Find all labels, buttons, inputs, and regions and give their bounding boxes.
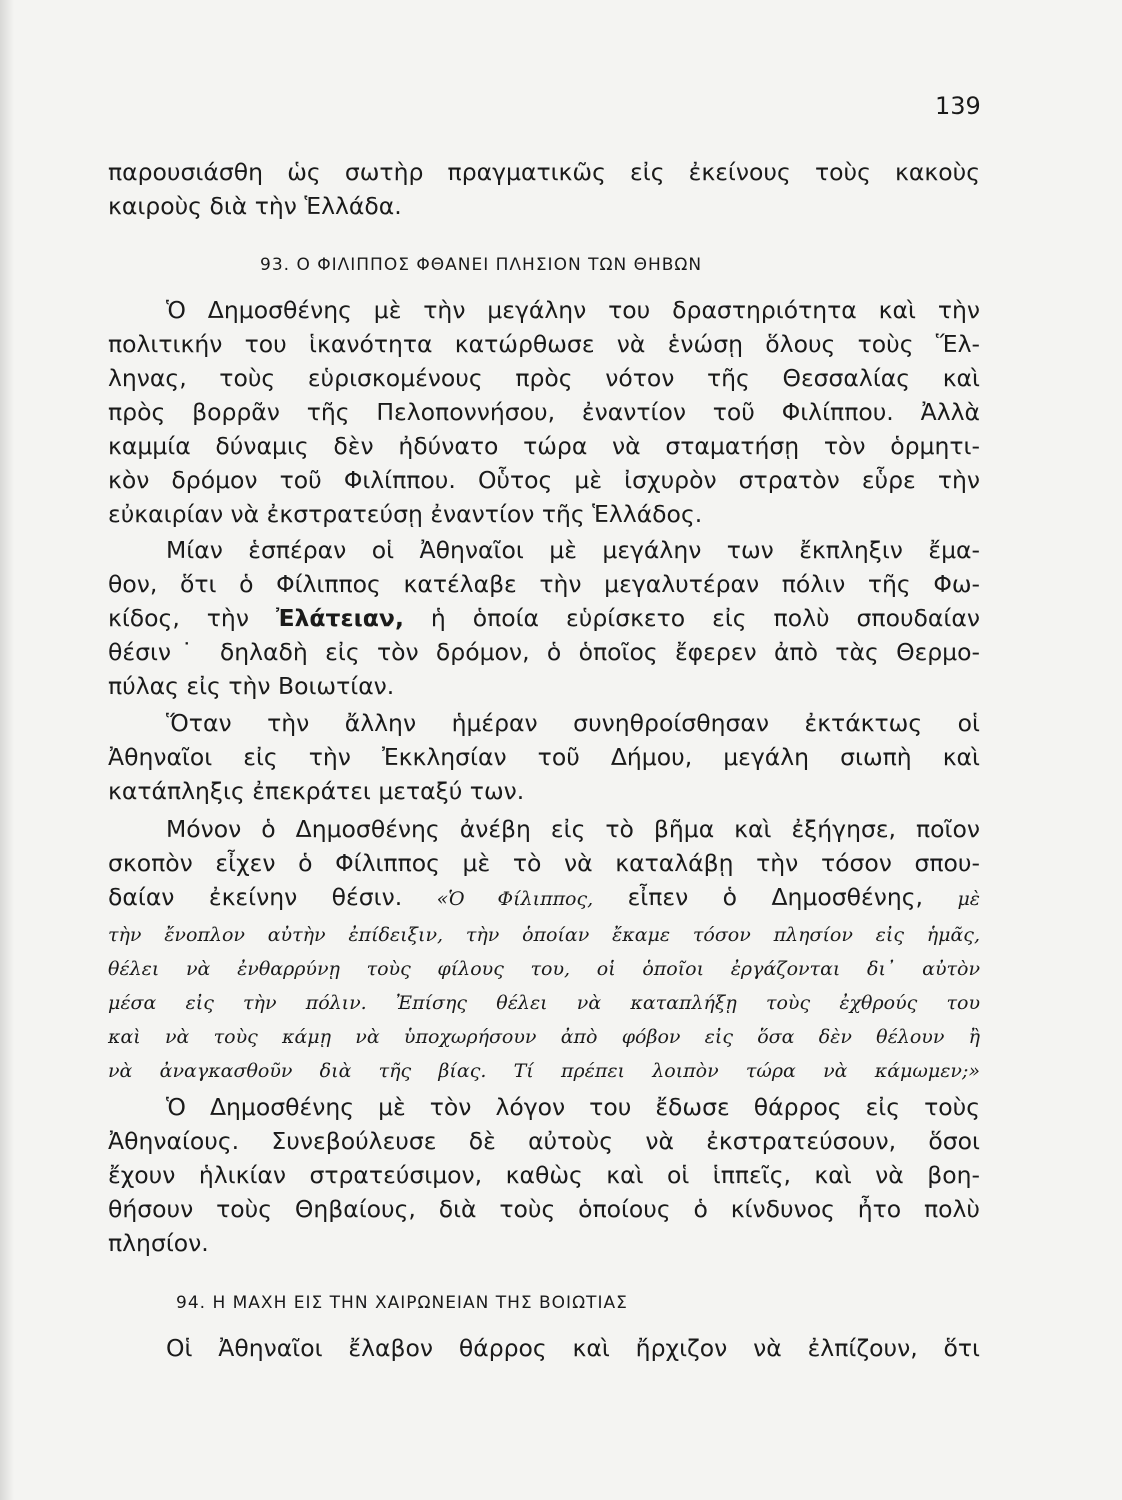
- section-heading-93: 93. Ο ΦΙΛΙΠΠΟΣ ΦΘΑΝΕΙ ΠΛΗΣΙΟΝ ΤΩΝ ΘΗΒΩΝ: [260, 255, 703, 275]
- text-line: καμμία δύναμις δὲν ἠδύνατο τώρα νὰ σταματήσῃ τὸν ὁρμητι-: [108, 432, 980, 460]
- page-number: 139: [935, 92, 981, 120]
- text-line: κατάπληξις ἐπεκράτει μεταξύ των.: [108, 777, 525, 805]
- text-line: Ὁ Δημοσθένης μὲ τὴν μεγάλην του δραστηριότητα καὶ τὴν: [166, 296, 980, 324]
- quote-line: νὰ ἀναγκασθοῦν διὰ τῆς βίας. Τί πρέπει λοιπὸν τώρα νὰ κάμωμεν;»: [108, 1060, 980, 1082]
- scan-edge-shadow: [0, 0, 14, 1500]
- text-line: Μόνον ὁ Δημοσθένης ἀνέβη εἰς τὸ βῆμα καὶ ἐξήγησε, ποῖον: [166, 815, 980, 843]
- text-line: [108, 601, 980, 635]
- quote-line: θέλει νὰ ἐνθαρρύνῃ τοὺς φίλους του, οἱ ὁποῖοι ἐργάζονται δι᾽ αὐτὸν: [108, 958, 980, 980]
- text-span: δαίαν ἐκείνην θέσιν.: [108, 883, 437, 911]
- text-line: παρουσιάσθη ὡς σωτὴρ πραγματικῶς εἰς ἐκείνους τοὺς κακοὺς: [108, 158, 980, 186]
- text-line: πρὸς βορρᾶν τῆς Πελοποννήσου, ἐναντίον τοῦ Φιλίππου. Ἀλλὰ: [108, 398, 980, 426]
- text-line: καιροὺς διὰ τὴν Ἑλλάδα.: [108, 192, 402, 220]
- text-line: ληνας, τοὺς εὑρισκομένους πρὸς νότον τῆς Θεσσαλίας καὶ: [108, 364, 980, 392]
- place-name-elateia: Ἐλάτειαν,: [275, 604, 404, 632]
- text-line: Ἀθηναίους. Συνεβούλευσε δὲ αὐτοὺς νὰ ἐκστρατεύσουν, ὅσοι: [108, 1127, 980, 1155]
- text-line: Ὅταν τὴν ἄλλην ἡμέραν συνηθροίσθησαν ἐκτάκτως οἱ: [166, 709, 980, 737]
- text-line: πολιτικήν του ἱκανότητα κατώρθωσε νὰ ἑνώσῃ ὅλους τοὺς Ἕλ-: [108, 330, 980, 358]
- quote-line: μέσα εἰς τὴν πόλιν. Ἐπίσης θέλει νὰ καταπλήξῃ τοὺς ἐχθρούς του: [108, 992, 980, 1014]
- text-line: πύλας εἰς τὴν Βοιωτίαν.: [108, 672, 395, 700]
- text-line: κὸν δρόμον τοῦ Φιλίππου. Οὗτος μὲ ἰσχυρὸν στρατὸν εὗρε τὴν: [108, 466, 980, 494]
- text-line: θέσιν˙ δηλαδὴ εἰς τὸν δρόμον, ὁ ὁποῖος ἔφερεν ἀπὸ τὰς Θερμο-: [108, 638, 980, 666]
- quote-text: μὲ: [957, 888, 980, 910]
- quote-line: καὶ νὰ τοὺς κάμῃ νὰ ὑποχωρήσουν ἀπὸ φόβον εἰς ὅσα δὲν θέλουν ἢ: [108, 1026, 980, 1048]
- text-span: κίδος, τὴν: [108, 604, 276, 632]
- quote-line: τὴν ἔνοπλον αὐτὴν ἐπίδειξιν, τὴν ὁποίαν ἔκαμε τόσον πλησίον εἰς ἡμᾶς,: [108, 924, 980, 946]
- text-line: εὐκαιρίαν νὰ ἐκστρατεύσῃ ἐναντίον τῆς Ἑλλάδος.: [108, 500, 703, 528]
- text-line: Ἀθηναῖοι εἰς τὴν Ἐκκλησίαν τοῦ Δήμου, μεγάλη σιωπὴ καὶ: [108, 743, 980, 771]
- text-line: Ὁ Δημοσθένης μὲ τὸν λόγον του ἔδωσε θάρρος εἰς τοὺς: [166, 1093, 980, 1121]
- section-heading-94: 94. Η ΜΑΧΗ ΕΙΣ ΤΗΝ ΧΑΙΡΩΝΕΙΑΝ ΤΗΣ ΒΟΙΩΤΙΑΣ: [176, 1293, 628, 1313]
- text-line: θήσουν τοὺς Θηβαίους, διὰ τοὺς ὁποίους ὁ κίνδυνος ἦτο πολὺ: [108, 1195, 980, 1223]
- text-line: Μίαν ἑσπέραν οἱ Ἀθηναῖοι μὲ μεγάλην των ἔκπληξιν ἔμα-: [166, 536, 980, 564]
- quote-start: «Ὁ Φίλιππος,: [436, 888, 594, 910]
- text-span: εἶπεν ὁ Δημοσθένης,: [593, 883, 958, 911]
- text-line: [108, 880, 980, 914]
- text-line: Οἱ Ἀθηναῖοι ἔλαβον θάρρος καὶ ἤρχιζον νὰ ἐλπίζουν, ὅτι: [166, 1334, 980, 1362]
- text-line: ἔχουν ἡλικίαν στρατεύσιμον, καθὼς καὶ οἱ ἱππεῖς, καὶ νὰ βοη-: [108, 1161, 980, 1189]
- text-line: σκοπὸν εἶχεν ὁ Φίλιππος μὲ τὸ νὰ καταλάβῃ τὴν τόσον σπου-: [108, 849, 980, 877]
- text-span: ἡ ὁποία εὑρίσκετο εἰς πολὺ σπουδαίαν: [403, 604, 980, 632]
- text-line: πλησίον.: [108, 1229, 209, 1257]
- text-line: θον, ὅτι ὁ Φίλιππος κατέλαβε τὴν μεγαλυτέραν πόλιν τῆς Φω-: [108, 570, 980, 598]
